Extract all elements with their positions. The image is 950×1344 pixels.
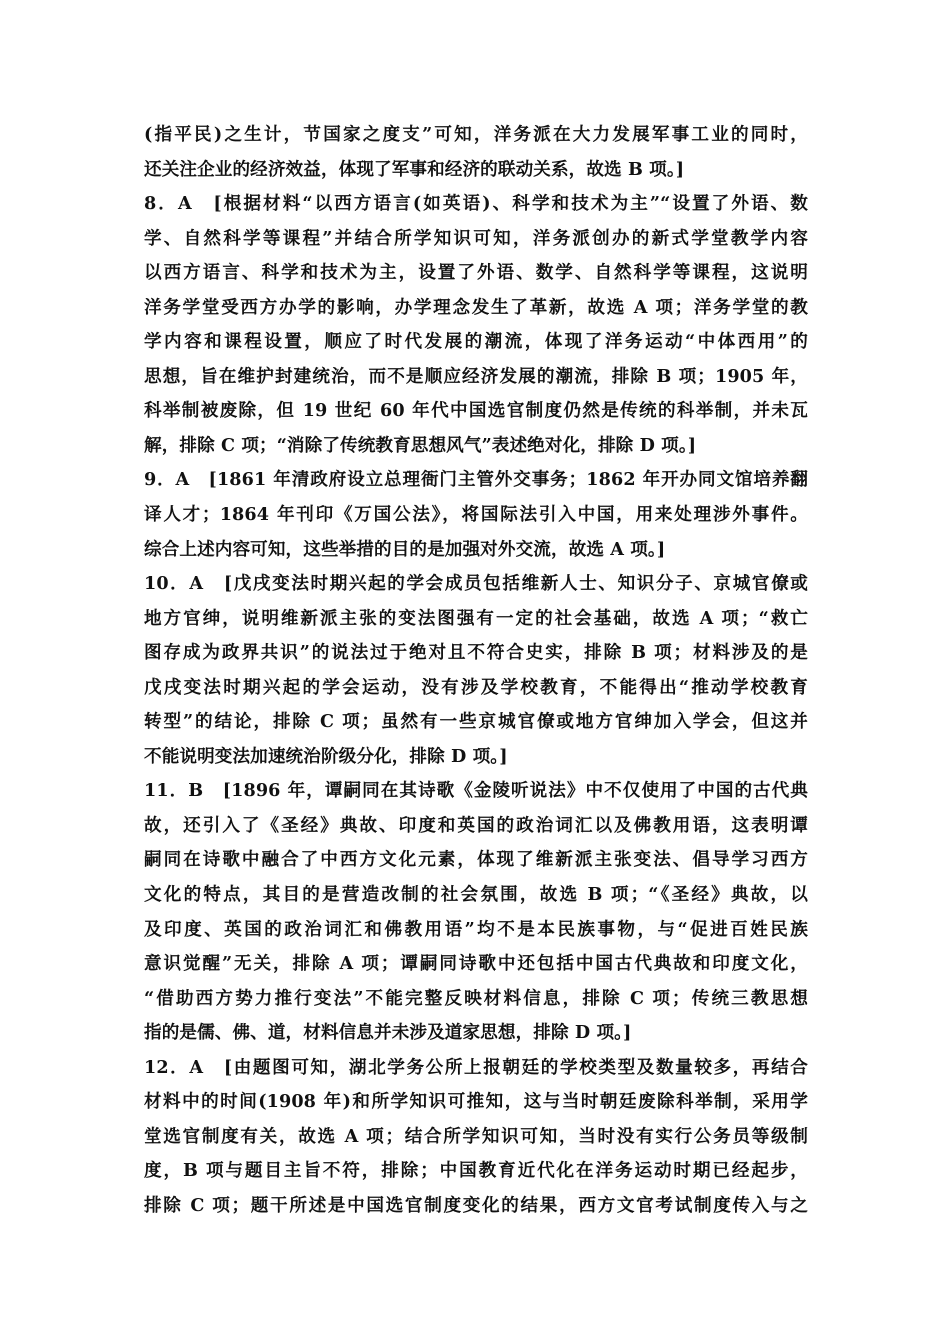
text-line: 10．A [戊戌变法时期兴起的学会成员包括维新人士、知识分子、京城官僚或 [144, 573, 808, 595]
text-line: 堂选官制度有关，故选 A 项；结合所学知识可知，当时没有实行公务员等级制 [144, 1125, 808, 1147]
text-line: 排除 C 项；题干所述是中国选官制度变化的结果，西方文官考试制度传入与之 [144, 1194, 808, 1216]
text-line: 图存成为政界共识”的说法过于绝对且不符合史实，排除 B 项；材料涉及的是 [144, 642, 808, 664]
text-line: 11．B [1896 年，谭嗣同在其诗歌《金陵听说法》中不仅使用了中国的古代典 [144, 780, 808, 802]
text-line: 12．A [由题图可知，湖北学务公所上报朝廷的学校类型及数量较多，再结合 [144, 1056, 808, 1078]
text-line: 译人才；1864 年刊印《万国公法》，将国际法引入中国，用来处理涉外事件。 [144, 504, 808, 526]
text-line: 学、自然科学等课程”并结合所学知识可知，洋务派创办的新式学堂教学内容 [144, 227, 808, 249]
text-line: 度，B 项与题目主旨不符，排除；中国教育近代化在洋务运动时期已经起步， [144, 1160, 808, 1182]
text-line: 嗣同在诗歌中融合了中西方文化元素，体现了维新派主张变法、倡导学习西方 [144, 849, 808, 871]
text-line: 意识觉醒”无关，排除 A 项；谭嗣同诗歌中还包括中国古代典故和印度文化， [144, 953, 808, 975]
text-line: 不能说明变法加速统治阶级分化，排除 D 项。] [144, 745, 508, 767]
text-line: 9．A [1861 年清政府设立总理衙门主管外交事务；1862 年开办同文馆培养翻 [144, 469, 808, 491]
text-line: 材料中的时间(1908 年)和所学知识可推知，这与当时朝廷废除科举制，采用学 [144, 1091, 808, 1113]
text-line: (指平民)之生计，节国家之度支”可知，洋务派在大力发展军事工业的同时， [144, 124, 808, 145]
text-line: 解，排除 C 项；“消除了传统教育思想风气”表述绝对化，排除 D 项。] [144, 434, 697, 456]
text-line: 还关注企业的经济效益，体现了军事和经济的联动关系，故选 B 项。] [144, 158, 685, 180]
text-line: 思想，旨在维护封建统治，而不是顺应经济发展的潮流，排除 B 项；1905 年， [144, 365, 808, 387]
text-line: 转型”的结论，排除 C 项；虽然有一些京城官僚或地方官绅加入学会，但这并 [144, 711, 808, 733]
text-line: 及印度、英国的政治词汇和佛教用语”均不是本民族事物，与“促进百姓民族 [144, 918, 808, 940]
text-line: 洋务学堂受西方办学的影响，办学理念发生了革新，故选 A 项；洋务学堂的教 [144, 296, 808, 318]
text-line: “借助西方势力推行变法”不能完整反映材料信息，排除 C 项；传统三教思想 [144, 987, 808, 1009]
text-line: 指的是儒、佛、道，材料信息并未涉及道家思想，排除 D 项。] [144, 1022, 632, 1044]
text-line: 故，还引入了《圣经》典故、印度和英国的政治词汇以及佛教用语，这表明谭 [144, 814, 808, 836]
text-line: 文化的特点，其目的是营造改制的社会氛围，故选 B 项；“《圣经》典故，以 [144, 884, 808, 906]
text-line: 综合上述内容可知，这些举措的目的是加强对外交流，故选 A 项。] [144, 538, 666, 560]
text-line: 地方官绅，说明维新派主张的变法图强有一定的社会基础，故选 A 项；“救亡 [144, 607, 808, 629]
text-line: 学内容和课程设置，顺应了时代发展的潮流，体现了洋务运动“中体西用”的 [144, 331, 808, 353]
document-page [144, 118, 808, 1224]
text-line: 以西方语言、科学和技术为主，设置了外语、数学、自然科学等课程，这说明 [144, 262, 808, 284]
text-line: 8．A [根据材料“以西方语言(如英语)、科学和技术为主”“设置了外语、数 [144, 193, 808, 215]
text-line: 戊戌变法时期兴起的学会运动，没有涉及学校教育，不能得出“推动学校教育 [144, 676, 808, 698]
text-line: 科举制被废除，但 19 世纪 60 年代中国选官制度仍然是传统的科举制，并未瓦 [144, 400, 808, 422]
